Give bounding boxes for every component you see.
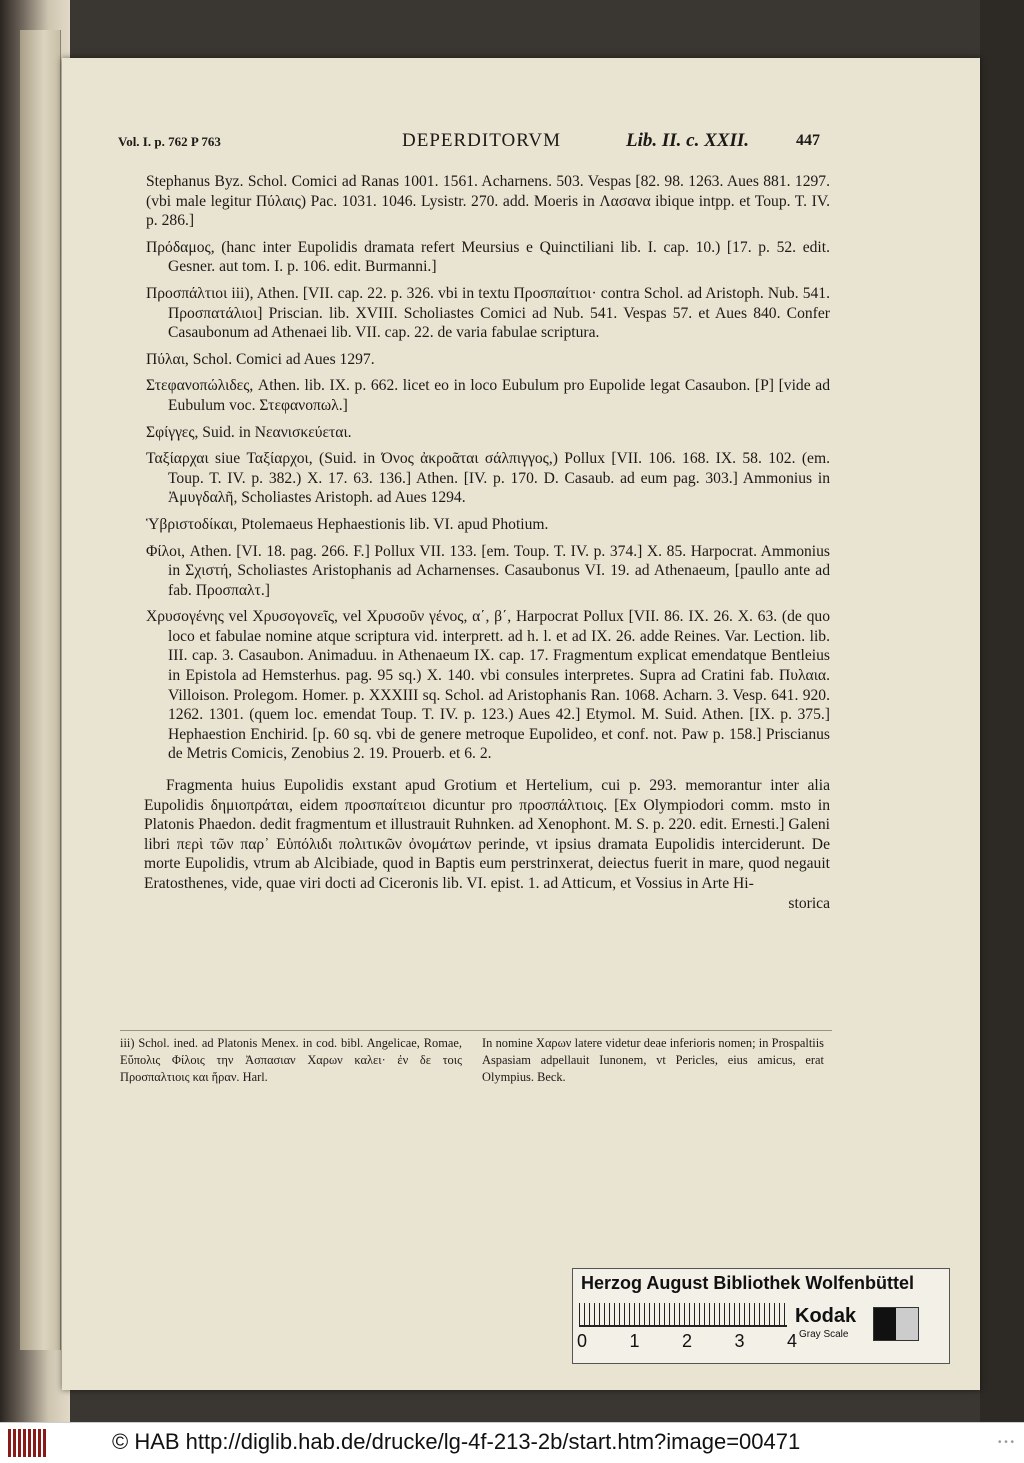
- ruler-number: 1: [629, 1331, 640, 1351]
- gray-scale-label: Gray Scale: [799, 1329, 849, 1340]
- ruler-number: 3: [734, 1331, 745, 1351]
- running-header: [118, 130, 830, 160]
- library-color-stamp: [572, 1268, 950, 1364]
- gray-swatch: [873, 1307, 919, 1341]
- viewer-footer: [0, 1422, 1024, 1463]
- main-text: [146, 172, 830, 913]
- footnote-right: In nomine Χαρων latere videtur deae inferioris nomen; in Prospaltiis Aspasiam adpellauit Iunonem, vt Pericles, eius amicus, erat Olympius. Beck.: [482, 1036, 824, 1084]
- page-number: 447: [796, 132, 820, 149]
- ruler-number: 2: [681, 1331, 692, 1351]
- book-page-stack: [20, 30, 61, 1350]
- scan-background-right: [980, 0, 1024, 1422]
- kodak-logo: Kodak: [795, 1305, 857, 1327]
- footer-dots-icon: • • •: [997, 1437, 1014, 1448]
- ruler-number: 0: [577, 1331, 588, 1351]
- ruler-numbers: [577, 1331, 797, 1352]
- entry-philoi: Φίλοι, Athen. [VI. 18. pag. 266. F.] Pollux VII. 133. [em. Toup. T. IV. p. 374.] X. 85. Harpocrat. Ammonius in Σχιστή, Scholiastes Aristophanis ad Acharnenses. Casaubonus VI. 19. ad Athenaeum, [paullo ante ad fab. Προσπαλτ.]: [146, 542, 830, 599]
- scale-ruler: [579, 1303, 787, 1327]
- copyright-url[interactable]: © HAB http://diglib.hab.de/drucke/lg-4f-213-2b/start.htm?image=00471: [112, 1429, 801, 1454]
- entry-stephanopolides: Στεφανοπώλιδες, Athen. lib. IX. p. 662. licet eo in loco Eubulum pro Eupolide legat Casaubon. [P] [vide ad Eubulum voc. Στεφανοπωλ.]: [146, 377, 830, 414]
- entry-chrysogenes: Χρυσογένης vel Χρυσογονεῖς, vel Χρυσοῦν γένος, α΄, β΄, Harpocrat Pollux [VII. 86. IX. 26. X. 63. (de quo loco et fabulae nomine atque scriptura vid. interprett. ad h. l. et ad IX. 26. adde Reines. Var. Lection. lib. III. cap. 3. Casaubon. Animaduu. in Athenaeum IX. cap. 17. Fragmentum explicat emendatque Bentleius in Epistola ad Hemsterhus. pag. 95 sq.) X. 140. vbi consules interpretes. Supra ad Cratini fab. Πυλαια. Villoison. Prolegom. Homer. p. XXXIII sq. Schol. ad Aristophanis Ran. 1068. Acharn. 3. Vesp. 641. 920. 1262. 1301. (quem loc. emendat Toup. T. IV. p. 123.) Aues 42.] Etymol. M. Suid. Athen. [IX. p. 375.] Hephaestion Enchirid. [p. 60 sq. vbi de genere metroque Eupolideo, et conf. not. Paw p. 158.] Priscianus de Metris Comicis, Zenobius 2. 19. Prouerb. et 6. 2.: [146, 608, 830, 763]
- entry-prodamos: Πρόδαμος, (hanc inter Eupolidis dramata refert Meursius e Quinctiliani lib. I. cap. 10.) [17. p. 52. edit. Gesner. aut tom. I. p. 106. edit. Burmanni.]: [146, 238, 830, 276]
- entry-prospaltioi: Προσπάλτιοι iii), Athen. [VII. cap. 22. p. 326. vbi in textu Προσπαίτιοι· contra Schol. ad Aristoph. Nub. 541. Προσπατάλιοι] Priscian. lib. XVIII. Scholiastes Comici ad Nub. 541. Vespas 57. et Aues 840. Confer Casaubonum ad Athenaei lib. VII. cap. 22. de varia fabulae scriptura.: [146, 284, 830, 342]
- entry-hybristodikai: Ὑβριστοδίκαι, Ptolemaeus Hephaestionis lib. VI. apud Photium.: [146, 515, 549, 533]
- ruler-number: 4: [786, 1331, 797, 1351]
- running-title: DEPERDITORVM: [402, 130, 561, 151]
- fragmenta-paragraph: Fragmenta huius Eupolidis exstant apud Grotium et Hertelium, cui p. 293. memorantur inter alia Eupolidis δημιοπράται, eidem προσπαίτειοι dicuntur pro προσπάλτιοις. [Ex Olympiodori comm. msto in Platonis Phaedon. dedit fragmentum et illustrauit Ruhnken. ad Xenophont. M. S. p. 220. edit. Ernesti.] Galeni libri περὶ τῶν παρ᾽ Εὐπόλιδι πολιτικῶν ὀνομάτων perinde, vt ipsius dramata Eupolidis interciderunt. De morte Eupolidis, vtrum ab Alcibiade, quod in Baptis eum perstrinxerat, deiectus fuerit in mare, quod negauit Eratosthenes, vide, quae viri docti ad Ciceronis lib. VI. epist. 1. ad Atticum, et Vossius in Arte Hi-: [144, 777, 830, 892]
- entry-stephanus: Stephanus Byz. Schol. Comici ad Ranas 1001. 1561. Acharnens. 503. Vespas [82. 98. 1263. Aues 881. 1297. (vbi male legitur Πύλαις) Pac. 1031. 1046. Lysistr. 270. add. Moeris in Λασανα ibique intpp. et Toup. T. IV. p. 286.]: [146, 173, 830, 230]
- paragraph-catchword: storica: [788, 894, 830, 912]
- hab-logo-icon: [8, 1429, 48, 1457]
- volume-reference: Vol. I. p. 762 P 763: [118, 134, 221, 149]
- entry-sphinges: Σφίγγες, Suid. in Νεανισκεύεται.: [146, 423, 352, 441]
- entry-pylai: Πύλαι, Schol. Comici ad Aues 1297.: [146, 350, 375, 368]
- entry-taxiarchai: Ταξίαρχαι siue Ταξίαρχοι, (Suid. in Όνος ἀκροᾶται σάλπιγγος,) Pollux [VII. 106. 168. IX. 58. 102. (em. Toup. T. IV. p. 382.) X. 17. 63. 136.] Athen. [IV. p. 170. D. Casaub. ad eum pag. 303.] Ammonius in Ἀμυγδαλῆ, Scholiastes Aristoph. ad Aues 1294.: [146, 450, 830, 507]
- footnote-left: iii) Schol. ined. ad Platonis Menex. in cod. bibl. Angelicae, Romae, Εὔπολις Φίλοις την Ἀσπασιαν Χαρων καλει· ἐν δε τοις Προσπαλτιοις και ἥραν. Harl.: [120, 1036, 462, 1084]
- book-left-edge: [0, 0, 70, 1422]
- library-name: Herzog August Bibliothek Wolfenbüttel: [581, 1273, 914, 1293]
- footnotes: [120, 1030, 832, 1084]
- book-chapter-reference: Lib. II. c. XXII.: [626, 130, 749, 151]
